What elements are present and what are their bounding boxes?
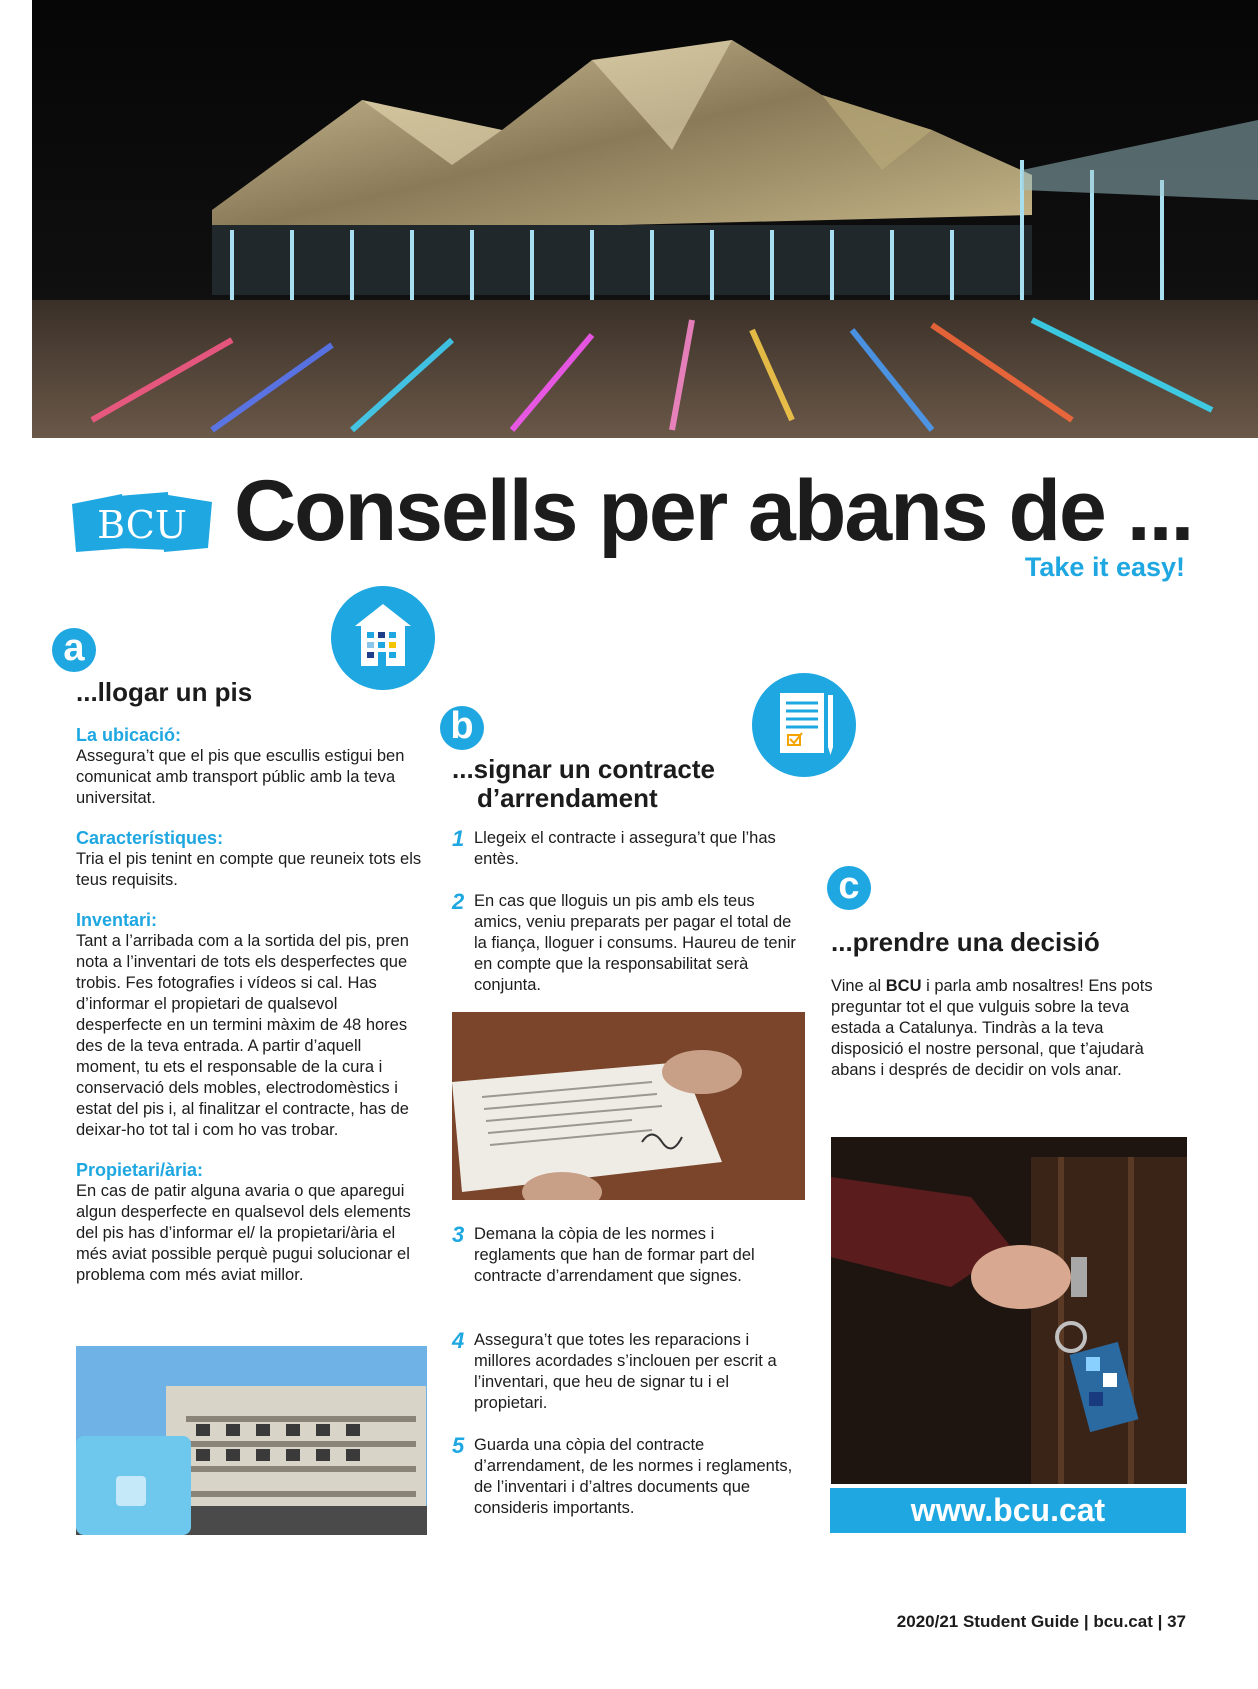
section-c-badge: c	[827, 866, 871, 910]
step-2	[452, 891, 797, 996]
section-a-title: ...llogar un pis	[76, 677, 253, 707]
website-link[interactable]: www.bcu.cat	[830, 1488, 1186, 1533]
page-number: 37	[1167, 1612, 1186, 1631]
section-c-title: ...prendre una decisió	[831, 927, 1100, 957]
svg-text:BCU: BCU	[97, 503, 187, 547]
section-a-item	[76, 828, 426, 891]
hero-photo	[32, 0, 1258, 438]
casa-mila-photo	[76, 1346, 427, 1535]
step-number: 3	[452, 1222, 465, 1247]
section-b-title-line1: ...signar un contracte	[452, 754, 715, 784]
step-text: Demana la còpia de les normes i reglaments que han de formar part del contracte d’arrendament que signes.	[474, 1225, 755, 1285]
contract-document-icon	[752, 673, 856, 777]
section-a-item	[76, 725, 426, 809]
bcu-logo	[70, 490, 215, 555]
section-c-text-brand: BCU	[885, 977, 922, 995]
item-heading: Característiques:	[76, 828, 224, 848]
item-text: En cas de patir alguna avaria o que aparegui algun desperfecte en qualsevol dels elements del pis has d’informar el/ la propietari/ària el més aviat possible perquè pugui solucionar el problema com més aviat millor.	[76, 1182, 411, 1284]
item-heading: La ubicació:	[76, 725, 182, 745]
section-b-title-line2: d’arrendament	[477, 783, 658, 813]
step-3	[452, 1224, 797, 1287]
item-text: Tria el pis tenint en compte que reuneix tots els teus requisits.	[76, 850, 422, 889]
item-text: Tant a l’arribada com a la sortida del pis, pren nota a l’inventari de tots els desperfectes que trobis. Fes fotografies i vídeos si cal. Has d’informar el propietari de qualsevol desperfecte en un termini màxim de 48 hores des de la teva entrada. A partir d’aquell moment, tu ets el responsable de la cura i conservació dels mobles, electrodomèstics i estat del pis i, al finalitzar el contracte, has de deixar-ho tot tal i com ho vas trobar.	[76, 932, 409, 1139]
house-icon	[331, 586, 435, 690]
item-text: Assegura’t que el pis que escullis estigui ben comunicat amb transport públic amb la teva universitat.	[76, 747, 405, 807]
section-a-item	[76, 1160, 426, 1286]
step-number: 4	[452, 1328, 465, 1353]
section-c-text-post: i parla amb nosaltres! Ens pots preguntar tot el que vulguis sobre la teva estada a Catalunya. Tindràs a la teva disposició el nostre personal, que t’ajudarà abans i després de decidir on vols anar.	[831, 977, 1153, 1079]
tagline: Take it easy!	[1024, 552, 1185, 582]
footer-site: bcu.cat	[1093, 1612, 1153, 1631]
step-1	[452, 828, 797, 870]
section-b-title	[452, 755, 715, 813]
footer-guide: 2020/21 Student Guide	[896, 1612, 1080, 1631]
step-number: 1	[452, 826, 465, 851]
section-a-badge: a	[52, 628, 96, 672]
section-b-badge: b	[440, 706, 484, 750]
step-text: Llegeix el contracte i assegura’t que l’has entès.	[474, 829, 776, 868]
step-number: 5	[452, 1433, 465, 1458]
signing-contract-photo	[452, 1012, 805, 1200]
step-5	[452, 1435, 797, 1519]
section-c-text-pre: Vine al	[831, 977, 886, 995]
step-text: Guarda una còpia del contracte d’arrendament, de les normes i reglaments, de l’inventari i d’altres documents que consideris importants.	[474, 1436, 793, 1517]
step-number: 2	[452, 889, 465, 914]
step-text: En cas que lloguis un pis amb els teus amics, veniu preparats per pagar el total de la fiança, lloguer i consums. Haureu de tenir en compte que la responsabilitat serà conjunta.	[474, 892, 796, 994]
section-a-item	[76, 910, 426, 1141]
item-heading: Propietari/ària:	[76, 1160, 204, 1180]
footer: 2020/21 Student Guide | bcu.cat | 37	[896, 1612, 1186, 1631]
page-title: Consells per abans de ...	[234, 463, 1193, 559]
keys-photo	[831, 1137, 1187, 1484]
item-heading: Inventari:	[76, 910, 158, 930]
section-c-text	[831, 976, 1171, 1081]
step-4	[452, 1330, 797, 1414]
step-text: Assegura’t que totes les reparacions i millores acordades s’inclouen per escrit a l’inventari, que heu de signar tu i el propietari.	[474, 1331, 777, 1412]
section-a-content	[76, 725, 426, 1286]
